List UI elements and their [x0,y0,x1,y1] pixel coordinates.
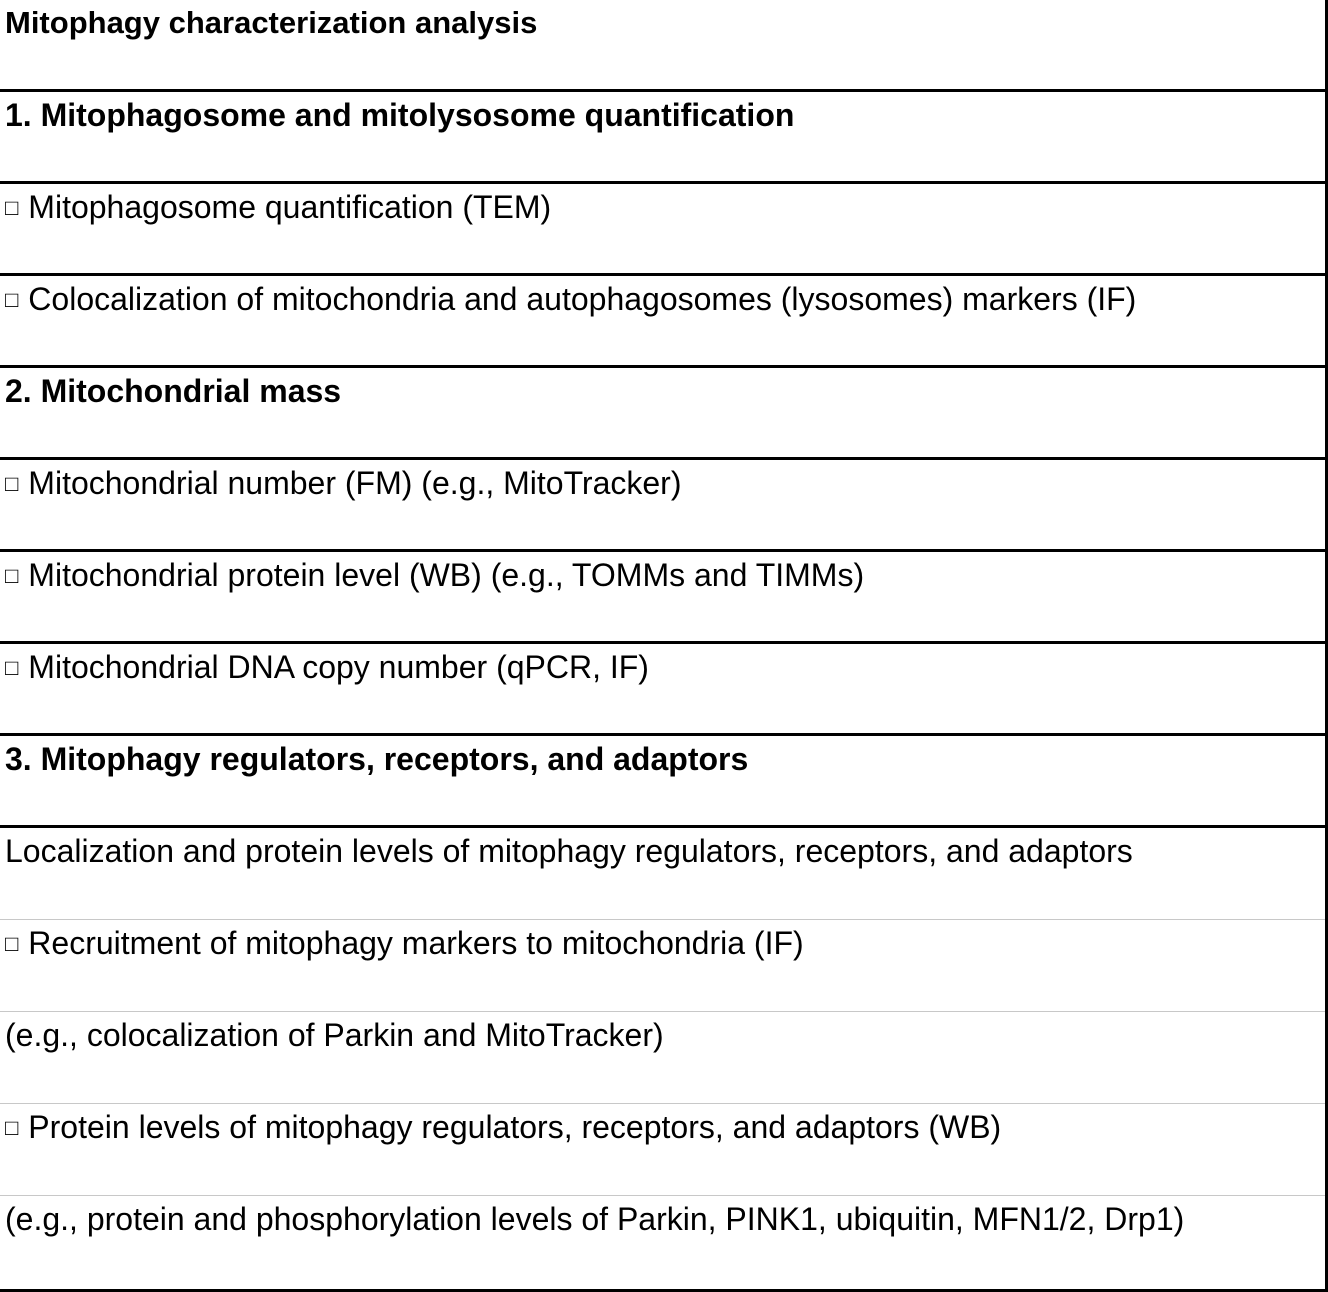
checklist-item-text: Mitochondrial DNA copy number (qPCR, IF) [28,649,649,685]
example-note-row [0,1196,1325,1288]
checkbox-icon: □ [5,287,19,312]
checkbox-icon: □ [5,471,19,496]
checklist-item-text: Colocalization of mitochondria and autophagosomes (lysosomes) markers (IF) [28,281,1137,317]
checklist-row [0,460,1325,552]
section-heading-3: 3. Mitophagy regulators, receptors, and adaptors [5,741,749,777]
checklist-item-text: Mitophagosome quantification (TEM) [28,189,552,225]
checkbox-icon: □ [5,1115,19,1140]
section-intro-text: Localization and protein levels of mitophagy regulators, receptors, and adaptors [5,833,1133,869]
example-note-text: (e.g., colocalization of Parkin and MitoTracker) [5,1017,664,1053]
section-heading-row [0,368,1325,460]
checklist-row [0,920,1325,1012]
checklist-item-text: Recruitment of mitophagy markers to mitochondria (IF) [28,925,804,961]
section-heading-2: 2. Mitochondrial mass [5,373,342,409]
checklist-row [0,184,1325,276]
example-note-text: (e.g., protein and phosphorylation levels of Parkin, PINK1, ubiquitin, MFN1/2, Drp1) [5,1201,1185,1237]
checkbox-icon: □ [5,655,19,680]
checklist-item-text: Mitochondrial protein level (WB) (e.g., TOMMs and TIMMs) [28,557,865,593]
checklist-item-text: Protein levels of mitophagy regulators, receptors, and adaptors (WB) [28,1109,1002,1145]
checklist-row [0,276,1325,368]
checklist-row [0,552,1325,644]
table-title-row [0,0,1325,92]
table-title: Mitophagy characterization analysis [5,5,538,40]
checkbox-icon: □ [5,195,19,220]
section-intro-row [0,828,1325,920]
checklist-item-text: Mitochondrial number (FM) (e.g., MitoTracker) [28,465,682,501]
checklist-row [0,644,1325,736]
checklist-row [0,1104,1325,1196]
section-heading-row [0,92,1325,184]
checkbox-icon: □ [5,563,19,588]
checkbox-icon: □ [5,931,19,956]
section-heading-row [0,736,1325,828]
example-note-row [0,1012,1325,1104]
section-heading-1: 1. Mitophagosome and mitolysosome quantification [5,97,795,133]
